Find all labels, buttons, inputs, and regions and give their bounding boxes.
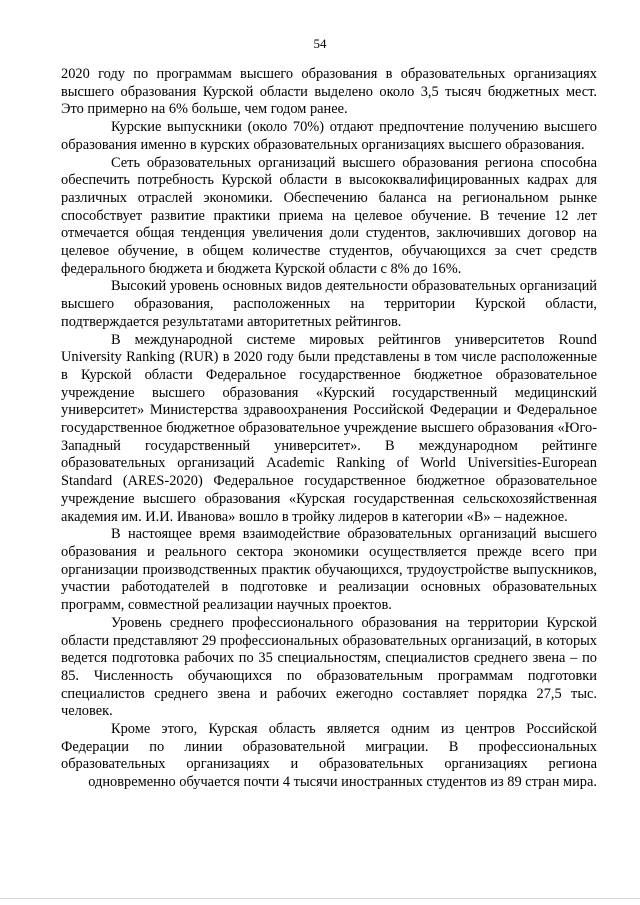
paragraph-network-capacity: Сеть образовательных организаций высшего образования региона способна обеспечить потребность Курской области в высококвалифицированных кадрах для различных отраслей экономики. Обеспечению баланса на региональном рынке способствует развитие практики приема на целевое обучение. В течение 12 лет отмечается общая тенденция увеличения доли студентов, заключивших договор на целевое обучение, в общем количестве студентов, обучающихся за счет средств федерального бюджета и бюджета Курской области с 8% до 16%. — [61, 154, 597, 277]
paragraph-admission-places: 2020 году по программам высшего образования в образовательных организациях высшего образования Курской области выделено около 3,5 тысяч бюджетных мест. Это примерно на 6% больше, чем годом ранее. — [61, 66, 597, 118]
paragraph-educational-migration: Кроме этого, Курская область является одним из центров Российской Федерации по линии образовательной миграции. В профессиональных образовательных организациях и образовательных организациях региона одновременно обучается почти 4 тысячи иностранных студентов из 89 стран мира. — [61, 721, 597, 791]
paragraph-vocational-education: Уровень среднего профессионального образования на территории Курской области представляют 29 профессиональных образовательных организаций, в которых ведется подготовка рабочих по 35 специальностям, специалистов среднего звена – по 85. Численность обучающихся по образовательным программам подготовки специалистов среднего звена и рабочих ежегодно составляет порядка 27,5 тыс. человек. — [61, 614, 597, 720]
paragraph-industry-cooperation: В настоящее время взаимодействие образовательных организаций высшего образования и реального сектора экономики осуществляется прежде всего при организации производственных практик обучающихся, трудоустройстве выпускников, участии работодателей в подготовке и реализации основных образовательных программ, совместной реализации научных проектов. — [61, 526, 597, 614]
paragraph-ratings-intro: Высокий уровень основных видов деятельности образовательных организаций высшего образования, расположенных на территории Курской области, подтверждается результатами авторитетных рейтингов. — [61, 278, 597, 330]
body-text — [61, 66, 597, 792]
page-number: 54 — [313, 36, 327, 51]
scan-edge-line — [0, 898, 640, 899]
paragraph-international-rankings: В международной системе мировых рейтингов университетов Round University Ranking (RUR) в 2020 году были представлены в том числе расположенные в Курской области Федеральное государственное бюджетное образовательное учреждение высшего образования «Курский государственный медицинский университет» Министерства здравоохранения Российской Федерации и Федеральное государственное бюджетное образовательное учреждение высшего образования «Юго-Западный государственный университет». В международном рейтинге образовательных организаций Academic Ranking of World Universities-European Standard (ARES-2020) Федеральное государственное бюджетное образовательное учреждение высшего образования «Курская государственная сельскохозяйственная академия им. И.И. Иванова» вошло в тройку лидеров в категории «B» – надежное. — [61, 331, 597, 525]
paragraph-graduate-preference: Курские выпускники (около 70%) отдают предпочтение получению высшего образования именно в курских образовательных организациях высшего образования. — [61, 119, 597, 153]
